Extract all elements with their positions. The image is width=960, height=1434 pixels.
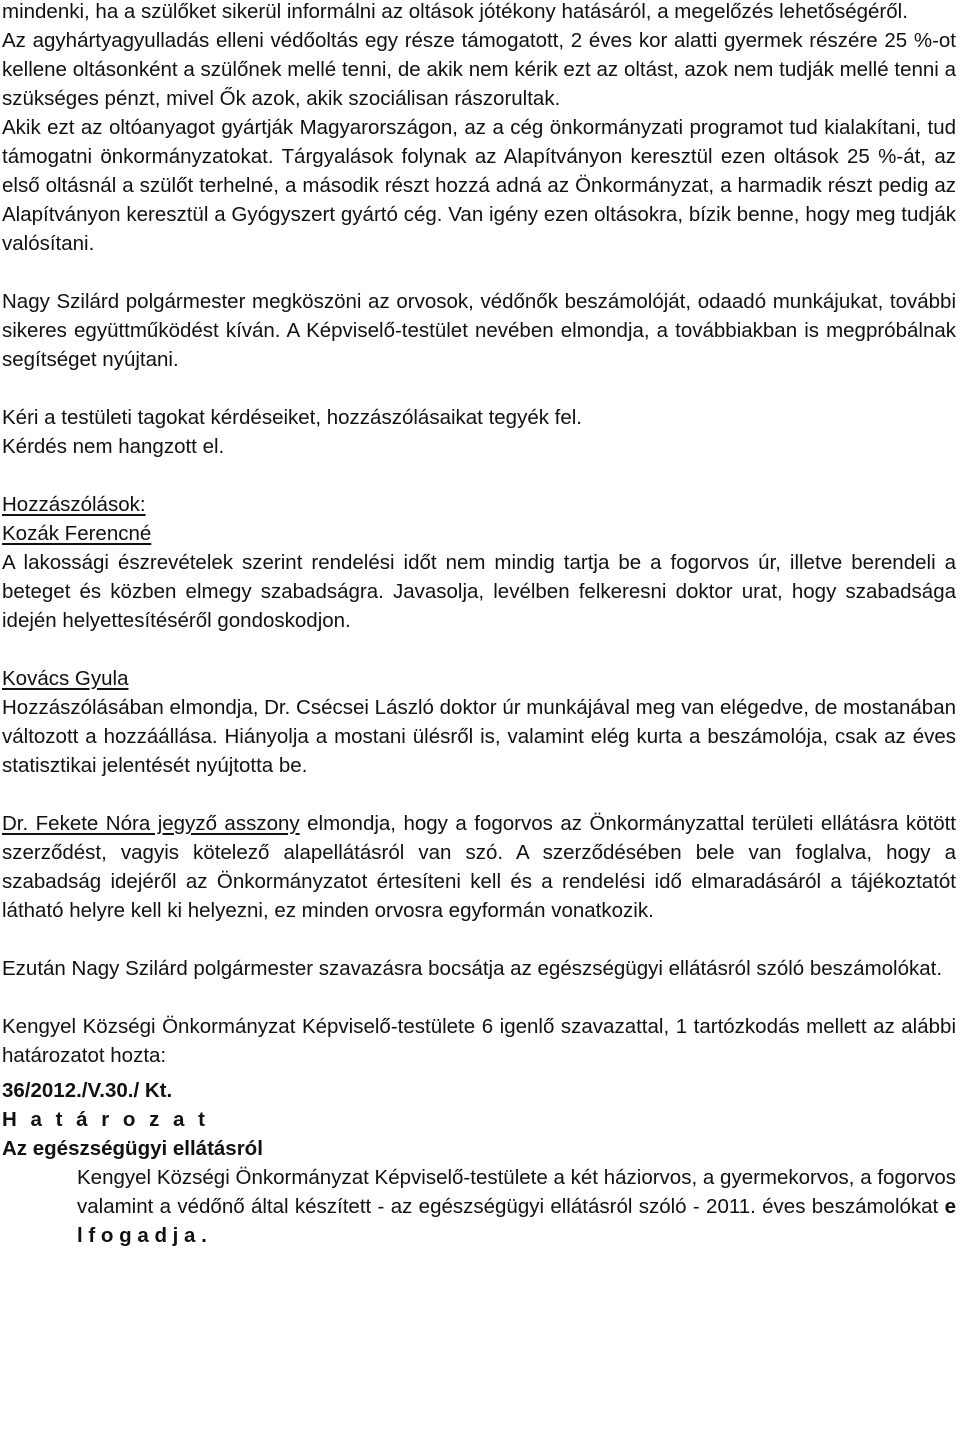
resolution-text: Kengyel Községi Önkormányzat Képviselő-testülete a két háziorvos, a gyermekorvos, a fogorvos valamint a védőnő által készített - az egészségügyi ellátásról szóló - 2011. éves beszámolókat (77, 1166, 956, 1218)
paragraph-intro: mindenki, ha a szülőket sikerül informálni az oltások jótékony hatásáról, a megelőzés lehetőségéről. (2, 0, 908, 23)
comment-text: elmondja, hogy a fogorvos az Önkormányzattal területi ellátásra kötött szerződést, vagyis kötelező alapellátásról van szó. A szerződésében bele van foglalva, hogy a szabadság idejéről az Önkormányzatot értesíteni kell és a rendelési idő elmaradásáról a tájékoztatót látható helyre kell ki helyezni, ez minden orvosra egyformán vonatkozik. (2, 812, 956, 922)
comments-heading-label: Hozzászólások: (2, 493, 146, 516)
paragraph-vote-call: Ezután Nagy Szilárd polgármester szavazásra bocsátja az egészségügyi ellátásról szóló beszámolókat. (2, 957, 943, 980)
comment-fekete (2, 809, 956, 925)
comment-kozak: A lakossági észrevételek szerint rendelési időt nem mindig tartja be a fogorvos úr, illetve berendeli a beteget és közben elmegy szabadságra. Javasolja, levélben felkeresni doktor urat, hogy szabadsága idején helyettesítéséről gondoskodjon. (2, 551, 956, 632)
resolution-label: H a t á r o z a t (2, 1108, 209, 1131)
paragraph-questions-request: Kéri a testületi tagokat kérdéseiket, hozzászólásaikat tegyék fel. (2, 406, 583, 429)
document-page (2, 0, 956, 1250)
speaker-name: Kovács Gyula (2, 667, 129, 690)
speaker-name: Kozák Ferencné (2, 522, 152, 545)
paragraph-mayor-thanks: Nagy Szilárd polgármester megköszöni az orvosok, védőnők beszámolóját, odaadó munkájukat, további sikeres együttműködést kíván. A Képviselő-testület nevében elmondja, a továbbiakban is megpróbálnak segítséget nyújtani. (2, 290, 956, 371)
paragraph-vaccine-support: Az agyhártyagyulladás elleni védőoltás egy része támogatott, 2 éves kor alatti gyermek részére 25 %-ot kellene oltásonként a szülőnek mellé tenni, de akik nem kérik ezt az oltást, azok nem tudják mellé tenni a szükséges pénzt, mivel Ők azok, akik szociálisan rászorultak. (2, 29, 956, 110)
resolution-decision: e l f o g a d j a . (77, 1195, 956, 1247)
speaker-name: Dr. Fekete Nóra jegyző asszony (2, 812, 300, 835)
speaker-kozak (2, 519, 956, 548)
speaker-kovacs (2, 664, 956, 693)
resolution-subject: Az egészségügyi ellátásról (2, 1137, 263, 1160)
resolution-body (2, 1163, 956, 1250)
paragraph-vote-result: Kengyel Községi Önkormányzat Képviselő-testülete 6 igenlő szavazattal, 1 tartózkodás mellett az alábbi határozatot hozta: (2, 1015, 956, 1067)
resolution-number: 36/2012./V.30./ Kt. (2, 1079, 173, 1102)
paragraph-no-questions: Kérdés nem hangzott el. (2, 435, 225, 458)
paragraph-vaccine-program: Akik ezt az oltóanyagot gyártják Magyarországon, az a cég önkormányzati programot tud kialakítani, tud támogatni önkormányzatokat. Tárgyalások folynak az Alapítványon keresztül ezen oltások 25 %-át, az első oltásnál a szülőt terhelné, a második részt hozzá adná az Önkormányzat, a harmadik részt pedig az Alapítványon keresztül a Gyógyszert gyártó cég. Van igény ezen oltásokra, bízik benne, hogy meg tudják valósítani. (2, 116, 956, 255)
comments-heading (2, 490, 956, 519)
comment-kovacs: Hozzászólásában elmondja, Dr. Csécsei László doktor úr munkájával meg van elégedve, de mostanában változott a hozzáállása. Hiányolja a mostani ülésről is, valamint elég kurta a beszámolója, csak az éves statisztikai jelentését nyújtotta be. (2, 696, 956, 777)
